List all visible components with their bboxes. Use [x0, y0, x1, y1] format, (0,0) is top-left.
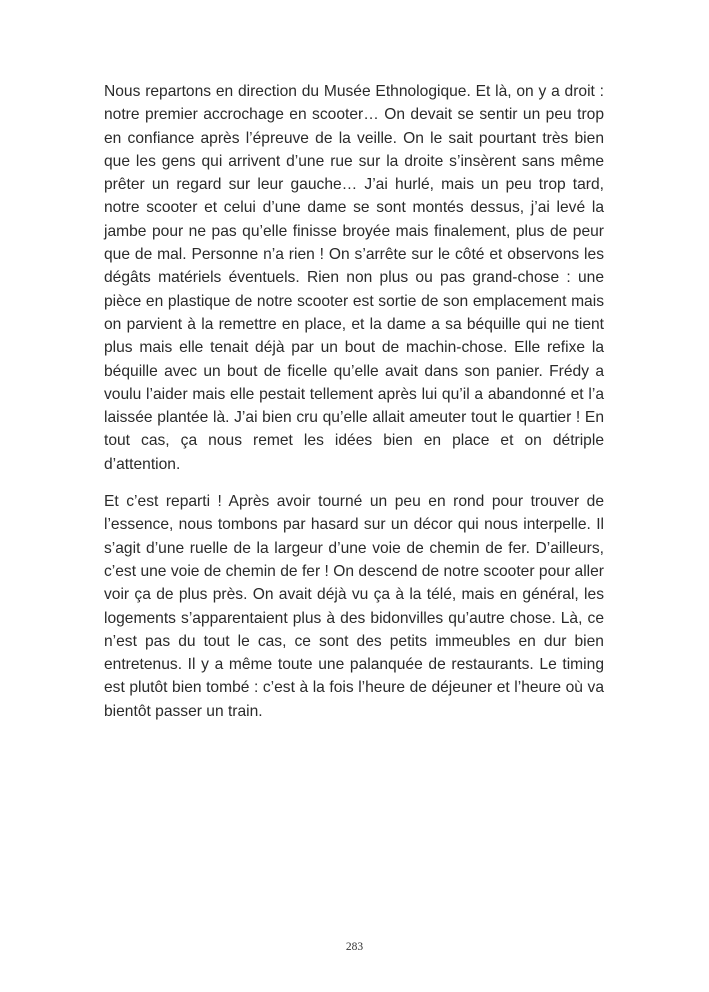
paragraph-2: Et c’est reparti ! Après avoir tourné un peu en rond pour trouver de l’essence, nous tombons par hasard sur un décor qui nous interpelle. Il s’agit d’une ruelle de la largeur d’une voie de chemin de fer. D’ailleurs, c’est une voie de chemin de fer ! On descend de notre scooter pour aller voir ça de plus près. On avait déjà vu ça à la télé, mais en général, les logements s’apparentaient plus à des bidonvilles qu’autre chose. Là, ce n’est pas du tout le cas, ce sont des petits immeubles en dur bien entretenus. Il y a même toute une palanquée de restaurants. Le timing est plutôt bien tombé : c’est à la fois l’heure de déjeuner et l’heure où va bientôt passer un train.: [104, 493, 604, 720]
body-text: [104, 80, 604, 723]
paragraph-1: Nous repartons en direction du Musée Ethnologique. Et là, on y a droit : notre premier accrochage en scooter… On devait se sentir un peu trop en confiance après l’épreuve de la veille. On le sait pourtant très bien que les gens qui arrivent d’une rue sur la droite s’insèrent sans même prêter un regard sur leur gauche… J’ai hurlé, mais un peu trop tard, notre scooter et celui d’une dame se sont montés dessus, j’ai levé la jambe pour ne pas qu’elle finisse broyée mais finalement, plus de peur que de mal. Personne n’a rien ! On s’arrête sur le côté et observons les dégâts matériels éventuels. Rien non plus ou pas grand-chose : une pièce en plastique de notre scooter est sortie de son emplacement mais on parvient à la remettre en place, et la dame a sa béquille qui ne tient plus mais elle tenait déjà par un bout de machin-chose. Elle refixe la béquille avec un bout de ficelle qu’elle avait dans son panier. Frédy a voulu l’aider mais elle pestait tellement après lui qu’il a abandonné et l’a laissée plantée là. J’ai bien cru qu’elle allait ameuter tout le quartier ! En tout cas, ça nous remet les idées bien en place et on détriple d’attention.: [104, 83, 604, 473]
page-number: 283: [345, 941, 364, 953]
